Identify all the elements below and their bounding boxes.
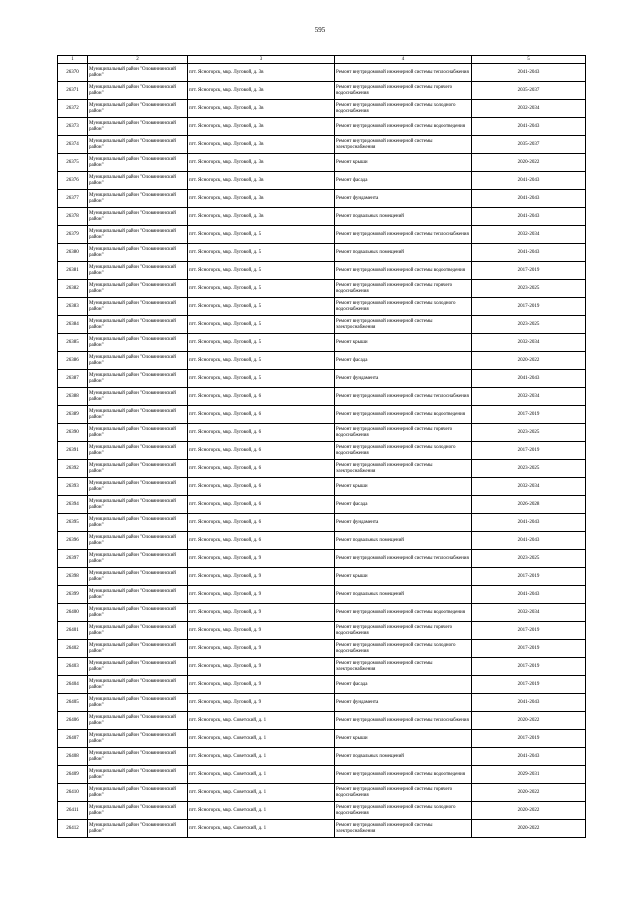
table-row bbox=[58, 802, 586, 820]
period-cell: 2041-2043 bbox=[472, 370, 586, 388]
row-number-cell: 26393 bbox=[58, 478, 88, 496]
table-row bbox=[58, 424, 586, 442]
address-cell: пгт. Ясногорск, мкр. Луговой, д. 5 bbox=[188, 352, 335, 370]
municipality-cell: Муниципальный район "Оловяннинский район" bbox=[88, 820, 188, 838]
row-number-cell: 26401 bbox=[58, 622, 88, 640]
municipality-cell: Муниципальный район "Оловяннинский район" bbox=[88, 640, 188, 658]
period-cell: 2023-2025 bbox=[472, 316, 586, 334]
row-number-cell: 26370 bbox=[58, 64, 88, 82]
municipality-cell: Муниципальный район "Оловяннинский район" bbox=[88, 82, 188, 100]
period-cell: 2020-2022 bbox=[472, 802, 586, 820]
period-cell: 2029-2031 bbox=[472, 766, 586, 784]
work-type-cell: Ремонт внутридомовой инженерной системы водоотведения bbox=[335, 604, 472, 622]
address-cell: пгт. Ясногорск, мкр. Луговой, д. 3в bbox=[188, 172, 335, 190]
municipality-cell: Муниципальный район "Оловяннинский район" bbox=[88, 784, 188, 802]
address-cell: пгт. Ясногорск, мкр. Луговой, д. 6 bbox=[188, 406, 335, 424]
address-cell: пгт. Ясногорск, мкр. Луговой, д. 3в bbox=[188, 154, 335, 172]
address-cell: пгт. Ясногорск, мкр. Луговой, д. 3в bbox=[188, 118, 335, 136]
address-cell: пгт. Ясногорск, мкр. Луговой, д. 5 bbox=[188, 298, 335, 316]
work-type-cell: Ремонт внутридомовой инженерной системы холодного водоснабжения bbox=[335, 802, 472, 820]
municipality-cell: Муниципальный район "Оловяннинский район" bbox=[88, 532, 188, 550]
work-type-cell: Ремонт подвальных помещений bbox=[335, 748, 472, 766]
municipality-cell: Муниципальный район "Оловяннинский район" bbox=[88, 154, 188, 172]
work-type-cell: Ремонт фасада bbox=[335, 676, 472, 694]
table-row bbox=[58, 64, 586, 82]
address-cell: пгт. Ясногорск, мкр. Луговой, д. 9 bbox=[188, 676, 335, 694]
row-number-cell: 26390 bbox=[58, 424, 88, 442]
municipality-cell: Муниципальный район "Оловяннинский район" bbox=[88, 334, 188, 352]
period-cell: 2041-2043 bbox=[472, 586, 586, 604]
address-cell: пгт. Ясногорск, мкр. Луговой, д. 5 bbox=[188, 316, 335, 334]
table-row bbox=[58, 622, 586, 640]
table-row bbox=[58, 586, 586, 604]
work-type-cell: Ремонт внутридомовой инженерной системы горячего водоснабжения bbox=[335, 82, 472, 100]
municipality-cell: Муниципальный район "Оловяннинский район" bbox=[88, 712, 188, 730]
period-cell: 2026-2028 bbox=[472, 496, 586, 514]
work-type-cell: Ремонт фасада bbox=[335, 172, 472, 190]
address-cell: пгт. Ясногорск, мкр. Луговой, д. 3в bbox=[188, 190, 335, 208]
address-cell: пгт. Ясногорск, мкр. Луговой, д. 9 bbox=[188, 586, 335, 604]
period-cell: 2020-2022 bbox=[472, 352, 586, 370]
row-number-cell: 26379 bbox=[58, 226, 88, 244]
row-number-cell: 26410 bbox=[58, 784, 88, 802]
column-header: 1 bbox=[58, 56, 88, 64]
municipality-cell: Муниципальный район "Оловяннинский район" bbox=[88, 550, 188, 568]
municipality-cell: Муниципальный район "Оловяннинский район" bbox=[88, 460, 188, 478]
municipality-cell: Муниципальный район "Оловяннинский район" bbox=[88, 604, 188, 622]
row-number-cell: 26391 bbox=[58, 442, 88, 460]
row-number-cell: 26403 bbox=[58, 658, 88, 676]
period-cell: 2023-2025 bbox=[472, 280, 586, 298]
period-cell: 2041-2043 bbox=[472, 748, 586, 766]
period-cell: 2020-2022 bbox=[472, 712, 586, 730]
period-cell: 2017-2019 bbox=[472, 568, 586, 586]
municipality-cell: Муниципальный район "Оловяннинский район" bbox=[88, 298, 188, 316]
table-row bbox=[58, 280, 586, 298]
work-type-cell: Ремонт крыши bbox=[335, 568, 472, 586]
row-number-cell: 26409 bbox=[58, 766, 88, 784]
address-cell: пгт. Ясногорск, мкр. Луговой, д. 9 bbox=[188, 640, 335, 658]
row-number-cell: 26372 bbox=[58, 100, 88, 118]
period-cell: 2041-2043 bbox=[472, 64, 586, 82]
work-type-cell: Ремонт внутридомовой инженерной системы горячего водоснабжения bbox=[335, 280, 472, 298]
table-row bbox=[58, 514, 586, 532]
work-type-cell: Ремонт подвальных помещений bbox=[335, 586, 472, 604]
work-type-cell: Ремонт фасада bbox=[335, 496, 472, 514]
table-row bbox=[58, 406, 586, 424]
page-number: 595 bbox=[314, 26, 326, 34]
address-cell: пгт. Ясногорск, мкр. Луговой, д. 9 bbox=[188, 550, 335, 568]
work-type-cell: Ремонт внутридомовой инженерной системы горячего водоснабжения bbox=[335, 622, 472, 640]
municipality-cell: Муниципальный район "Оловяннинский район" bbox=[88, 658, 188, 676]
table-row bbox=[58, 388, 586, 406]
address-cell: пгт. Ясногорск, мкр. Луговой, д. 6 bbox=[188, 514, 335, 532]
address-cell: пгт. Ясногорск, мкр. Луговой, д. 5 bbox=[188, 280, 335, 298]
row-number-cell: 26399 bbox=[58, 586, 88, 604]
work-type-cell: Ремонт подвальных помещений bbox=[335, 532, 472, 550]
column-header: 5 bbox=[472, 56, 586, 64]
column-header: 4 bbox=[335, 56, 472, 64]
period-cell: 2041-2043 bbox=[472, 514, 586, 532]
municipality-cell: Муниципальный район "Оловяннинский район" bbox=[88, 406, 188, 424]
period-cell: 2017-2019 bbox=[472, 622, 586, 640]
row-number-cell: 26408 bbox=[58, 748, 88, 766]
row-number-cell: 26381 bbox=[58, 262, 88, 280]
municipality-cell: Муниципальный район "Оловяннинский район" bbox=[88, 748, 188, 766]
address-cell: пгт. Ясногорск, мкр. Советский, д. 1 bbox=[188, 766, 335, 784]
work-type-cell: Ремонт фундамента bbox=[335, 514, 472, 532]
work-type-cell: Ремонт крыши bbox=[335, 730, 472, 748]
table-row bbox=[58, 208, 586, 226]
table-row bbox=[58, 478, 586, 496]
period-cell: 2017-2019 bbox=[472, 262, 586, 280]
municipality-cell: Муниципальный район "Оловяннинский район" bbox=[88, 172, 188, 190]
address-cell: пгт. Ясногорск, мкр. Луговой, д. 5 bbox=[188, 244, 335, 262]
period-cell: 2017-2019 bbox=[472, 730, 586, 748]
address-cell: пгт. Ясногорск, мкр. Луговой, д. 6 bbox=[188, 478, 335, 496]
table-row bbox=[58, 712, 586, 730]
table-row bbox=[58, 676, 586, 694]
work-type-cell: Ремонт внутридомовой инженерной системы водоотведения bbox=[335, 766, 472, 784]
work-type-cell: Ремонт подвальных помещений bbox=[335, 244, 472, 262]
row-number-cell: 26376 bbox=[58, 172, 88, 190]
address-cell: пгт. Ясногорск, мкр. Луговой, д. 9 bbox=[188, 568, 335, 586]
period-cell: 2032-2034 bbox=[472, 388, 586, 406]
row-number-cell: 26402 bbox=[58, 640, 88, 658]
municipality-cell: Муниципальный район "Оловяннинский район" bbox=[88, 388, 188, 406]
period-cell: 2032-2034 bbox=[472, 226, 586, 244]
municipality-cell: Муниципальный район "Оловяннинский район" bbox=[88, 568, 188, 586]
table-row bbox=[58, 496, 586, 514]
row-number-cell: 26389 bbox=[58, 406, 88, 424]
address-cell: пгт. Ясногорск, мкр. Луговой, д. 3в bbox=[188, 82, 335, 100]
municipality-cell: Муниципальный район "Оловяннинский район" bbox=[88, 244, 188, 262]
municipality-cell: Муниципальный район "Оловяннинский район" bbox=[88, 262, 188, 280]
address-cell: пгт. Ясногорск, мкр. Луговой, д. 9 bbox=[188, 604, 335, 622]
row-number-cell: 26384 bbox=[58, 316, 88, 334]
address-cell: пгт. Ясногорск, мкр. Луговой, д. 9 bbox=[188, 658, 335, 676]
period-cell: 2032-2034 bbox=[472, 334, 586, 352]
work-type-cell: Ремонт внутридомовой инженерной системы горячего водоснабжения bbox=[335, 784, 472, 802]
municipality-cell: Муниципальный район "Оловяннинский район" bbox=[88, 316, 188, 334]
work-type-cell: Ремонт фундамента bbox=[335, 370, 472, 388]
work-type-cell: Ремонт внутридомовой инженерной системы водоотведения bbox=[335, 118, 472, 136]
period-cell: 2035-2037 bbox=[472, 136, 586, 154]
period-cell: 2020-2022 bbox=[472, 154, 586, 172]
registry-table bbox=[57, 55, 586, 838]
row-number-cell: 26404 bbox=[58, 676, 88, 694]
municipality-cell: Муниципальный район "Оловяннинский район" bbox=[88, 370, 188, 388]
row-number-cell: 26398 bbox=[58, 568, 88, 586]
address-cell: пгт. Ясногорск, мкр. Советский, д. 1 bbox=[188, 802, 335, 820]
work-type-cell: Ремонт внутридомовой инженерной системы холодного водоснабжения bbox=[335, 640, 472, 658]
municipality-cell: Муниципальный район "Оловяннинский район" bbox=[88, 424, 188, 442]
table-row bbox=[58, 442, 586, 460]
row-number-cell: 26395 bbox=[58, 514, 88, 532]
municipality-cell: Муниципальный район "Оловяннинский район" bbox=[88, 514, 188, 532]
row-number-cell: 26387 bbox=[58, 370, 88, 388]
address-cell: пгт. Ясногорск, мкр. Луговой, д. 3в bbox=[188, 100, 335, 118]
address-cell: пгт. Ясногорск, мкр. Луговой, д. 5 bbox=[188, 334, 335, 352]
address-cell: пгт. Ясногорск, мкр. Луговой, д. 6 bbox=[188, 532, 335, 550]
table-row bbox=[58, 190, 586, 208]
row-number-cell: 26385 bbox=[58, 334, 88, 352]
row-number-cell: 26406 bbox=[58, 712, 88, 730]
table-body bbox=[58, 64, 586, 838]
work-type-cell: Ремонт внутридомовой инженерной системы водоотведения bbox=[335, 406, 472, 424]
table-row bbox=[58, 460, 586, 478]
municipality-cell: Муниципальный район "Оловяннинский район" bbox=[88, 100, 188, 118]
municipality-cell: Муниципальный район "Оловяннинский район" bbox=[88, 730, 188, 748]
period-cell: 2041-2043 bbox=[472, 694, 586, 712]
work-type-cell: Ремонт крыши bbox=[335, 478, 472, 496]
table-row bbox=[58, 352, 586, 370]
period-cell: 2041-2043 bbox=[472, 172, 586, 190]
period-cell: 2017-2019 bbox=[472, 676, 586, 694]
address-cell: пгт. Ясногорск, мкр. Советский, д. 1 bbox=[188, 784, 335, 802]
period-cell: 2041-2043 bbox=[472, 208, 586, 226]
row-number-cell: 26380 bbox=[58, 244, 88, 262]
municipality-cell: Муниципальный район "Оловяннинский район" bbox=[88, 226, 188, 244]
table-row bbox=[58, 784, 586, 802]
municipality-cell: Муниципальный район "Оловяннинский район" bbox=[88, 280, 188, 298]
table-row bbox=[58, 658, 586, 676]
work-type-cell: Ремонт внутридомовой инженерной системы электроснабжения bbox=[335, 820, 472, 838]
row-number-cell: 26412 bbox=[58, 820, 88, 838]
period-cell: 2023-2025 bbox=[472, 550, 586, 568]
row-number-cell: 26400 bbox=[58, 604, 88, 622]
table-row bbox=[58, 640, 586, 658]
period-cell: 2032-2034 bbox=[472, 604, 586, 622]
table-row bbox=[58, 226, 586, 244]
period-cell: 2041-2043 bbox=[472, 244, 586, 262]
municipality-cell: Муниципальный район "Оловяннинский район" bbox=[88, 766, 188, 784]
column-header: 3 bbox=[188, 56, 335, 64]
table-row bbox=[58, 730, 586, 748]
municipality-cell: Муниципальный район "Оловяннинский район" bbox=[88, 118, 188, 136]
table-row bbox=[58, 568, 586, 586]
table-row bbox=[58, 136, 586, 154]
column-header: 2 bbox=[88, 56, 188, 64]
work-type-cell: Ремонт крыши bbox=[335, 154, 472, 172]
table-row bbox=[58, 118, 586, 136]
address-cell: пгт. Ясногорск, мкр. Советский, д. 1 bbox=[188, 712, 335, 730]
row-number-cell: 26394 bbox=[58, 496, 88, 514]
work-type-cell: Ремонт внутридомовой инженерной системы теплоснабжения bbox=[335, 550, 472, 568]
municipality-cell: Муниципальный район "Оловяннинский район" bbox=[88, 208, 188, 226]
period-cell: 2041-2043 bbox=[472, 190, 586, 208]
table-row bbox=[58, 298, 586, 316]
row-number-cell: 26378 bbox=[58, 208, 88, 226]
period-cell: 2020-2022 bbox=[472, 820, 586, 838]
address-cell: пгт. Ясногорск, мкр. Луговой, д. 5 bbox=[188, 370, 335, 388]
municipality-cell: Муниципальный район "Оловяннинский район" bbox=[88, 190, 188, 208]
period-cell: 2017-2019 bbox=[472, 442, 586, 460]
period-cell: 2020-2022 bbox=[472, 784, 586, 802]
table-row bbox=[58, 748, 586, 766]
row-number-cell: 26375 bbox=[58, 154, 88, 172]
table-row bbox=[58, 820, 586, 838]
table-row bbox=[58, 694, 586, 712]
table-row bbox=[58, 766, 586, 784]
address-cell: пгт. Ясногорск, мкр. Луговой, д. 6 bbox=[188, 442, 335, 460]
address-cell: пгт. Ясногорск, мкр. Советский, д. 1 bbox=[188, 730, 335, 748]
work-type-cell: Ремонт внутридомовой инженерной системы холодного водоснабжения bbox=[335, 442, 472, 460]
municipality-cell: Муниципальный район "Оловяннинский район" bbox=[88, 802, 188, 820]
work-type-cell: Ремонт внутридомовой инженерной системы теплоснабжения bbox=[335, 388, 472, 406]
table-row bbox=[58, 100, 586, 118]
table-row bbox=[58, 154, 586, 172]
address-cell: пгт. Ясногорск, мкр. Луговой, д. 5 bbox=[188, 262, 335, 280]
row-number-cell: 26397 bbox=[58, 550, 88, 568]
municipality-cell: Муниципальный район "Оловяннинский район" bbox=[88, 442, 188, 460]
row-number-cell: 26374 bbox=[58, 136, 88, 154]
table-row bbox=[58, 316, 586, 334]
table-row bbox=[58, 370, 586, 388]
work-type-cell: Ремонт внутридомовой инженерной системы теплоснабжения bbox=[335, 64, 472, 82]
address-cell: пгт. Ясногорск, мкр. Луговой, д. 9 bbox=[188, 622, 335, 640]
address-cell: пгт. Ясногорск, мкр. Луговой, д. 6 bbox=[188, 496, 335, 514]
address-cell: пгт. Ясногорск, мкр. Луговой, д. 3в bbox=[188, 208, 335, 226]
period-cell: 2017-2019 bbox=[472, 298, 586, 316]
work-type-cell: Ремонт внутридомовой инженерной системы электроснабжения bbox=[335, 460, 472, 478]
address-cell: пгт. Ясногорск, мкр. Советский, д. 1 bbox=[188, 820, 335, 838]
row-number-cell: 26382 bbox=[58, 280, 88, 298]
period-cell: 2035-2037 bbox=[472, 82, 586, 100]
table-row bbox=[58, 172, 586, 190]
row-number-cell: 26407 bbox=[58, 730, 88, 748]
address-cell: пгт. Ясногорск, мкр. Советский, д. 1 bbox=[188, 748, 335, 766]
municipality-cell: Муниципальный район "Оловяннинский район" bbox=[88, 694, 188, 712]
row-number-cell: 26392 bbox=[58, 460, 88, 478]
municipality-cell: Муниципальный район "Оловяннинский район" bbox=[88, 676, 188, 694]
table-row bbox=[58, 262, 586, 280]
address-cell: пгт. Ясногорск, мкр. Луговой, д. 9 bbox=[188, 694, 335, 712]
work-type-cell: Ремонт внутридомовой инженерной системы водоотведения bbox=[335, 262, 472, 280]
address-cell: пгт. Ясногорск, мкр. Луговой, д. 6 bbox=[188, 388, 335, 406]
row-number-cell: 26386 bbox=[58, 352, 88, 370]
address-cell: пгт. Ясногорск, мкр. Луговой, д. 3в bbox=[188, 136, 335, 154]
row-number-cell: 26373 bbox=[58, 118, 88, 136]
period-cell: 2023-2025 bbox=[472, 424, 586, 442]
address-cell: пгт. Ясногорск, мкр. Луговой, д. 6 bbox=[188, 424, 335, 442]
period-cell: 2017-2019 bbox=[472, 640, 586, 658]
work-type-cell: Ремонт внутридомовой инженерной системы теплоснабжения bbox=[335, 226, 472, 244]
period-cell: 2032-2034 bbox=[472, 100, 586, 118]
work-type-cell: Ремонт внутридомовой инженерной системы теплоснабжения bbox=[335, 712, 472, 730]
work-type-cell: Ремонт фундамента bbox=[335, 694, 472, 712]
table-row bbox=[58, 550, 586, 568]
table-row bbox=[58, 244, 586, 262]
municipality-cell: Муниципальный район "Оловяннинский район" bbox=[88, 478, 188, 496]
period-cell: 2041-2043 bbox=[472, 532, 586, 550]
work-type-cell: Ремонт фасада bbox=[335, 352, 472, 370]
address-cell: пгт. Ясногорск, мкр. Луговой, д. 5 bbox=[188, 226, 335, 244]
address-cell: пгт. Ясногорск, мкр. Луговой, д. 6 bbox=[188, 460, 335, 478]
municipality-cell: Муниципальный район "Оловяннинский район" bbox=[88, 496, 188, 514]
work-type-cell: Ремонт внутридомовой инженерной системы горячего водоснабжения bbox=[335, 424, 472, 442]
address-cell: пгт. Ясногорск, мкр. Луговой, д. 3в bbox=[188, 64, 335, 82]
row-number-cell: 26371 bbox=[58, 82, 88, 100]
municipality-cell: Муниципальный район "Оловяннинский район" bbox=[88, 586, 188, 604]
work-type-cell: Ремонт внутридомовой инженерной системы электроснабжения bbox=[335, 316, 472, 334]
municipality-cell: Муниципальный район "Оловяннинский район" bbox=[88, 136, 188, 154]
period-cell: 2032-2034 bbox=[472, 478, 586, 496]
table-row bbox=[58, 334, 586, 352]
row-number-cell: 26377 bbox=[58, 190, 88, 208]
header-row bbox=[58, 56, 586, 64]
row-number-cell: 26388 bbox=[58, 388, 88, 406]
work-type-cell: Ремонт подвальных помещений bbox=[335, 208, 472, 226]
row-number-cell: 26396 bbox=[58, 532, 88, 550]
work-type-cell: Ремонт внутридомовой инженерной системы электроснабжения bbox=[335, 658, 472, 676]
period-cell: 2017-2019 bbox=[472, 658, 586, 676]
table-row bbox=[58, 604, 586, 622]
municipality-cell: Муниципальный район "Оловяннинский район" bbox=[88, 352, 188, 370]
period-cell: 2023-2025 bbox=[472, 460, 586, 478]
row-number-cell: 26383 bbox=[58, 298, 88, 316]
work-type-cell: Ремонт внутридомовой инженерной системы холодного водоснабжения bbox=[335, 298, 472, 316]
table-row bbox=[58, 532, 586, 550]
work-type-cell: Ремонт внутридомовой инженерной системы холодного водоснабжения bbox=[335, 100, 472, 118]
row-number-cell: 26405 bbox=[58, 694, 88, 712]
municipality-cell: Муниципальный район "Оловяннинский район" bbox=[88, 622, 188, 640]
row-number-cell: 26411 bbox=[58, 802, 88, 820]
municipality-cell: Муниципальный район "Оловяннинский район" bbox=[88, 64, 188, 82]
work-type-cell: Ремонт крыши bbox=[335, 334, 472, 352]
period-cell: 2041-2043 bbox=[472, 118, 586, 136]
work-type-cell: Ремонт внутридомовой инженерной системы электроснабжения bbox=[335, 136, 472, 154]
table-row bbox=[58, 82, 586, 100]
work-type-cell: Ремонт фундамента bbox=[335, 190, 472, 208]
period-cell: 2017-2019 bbox=[472, 406, 586, 424]
